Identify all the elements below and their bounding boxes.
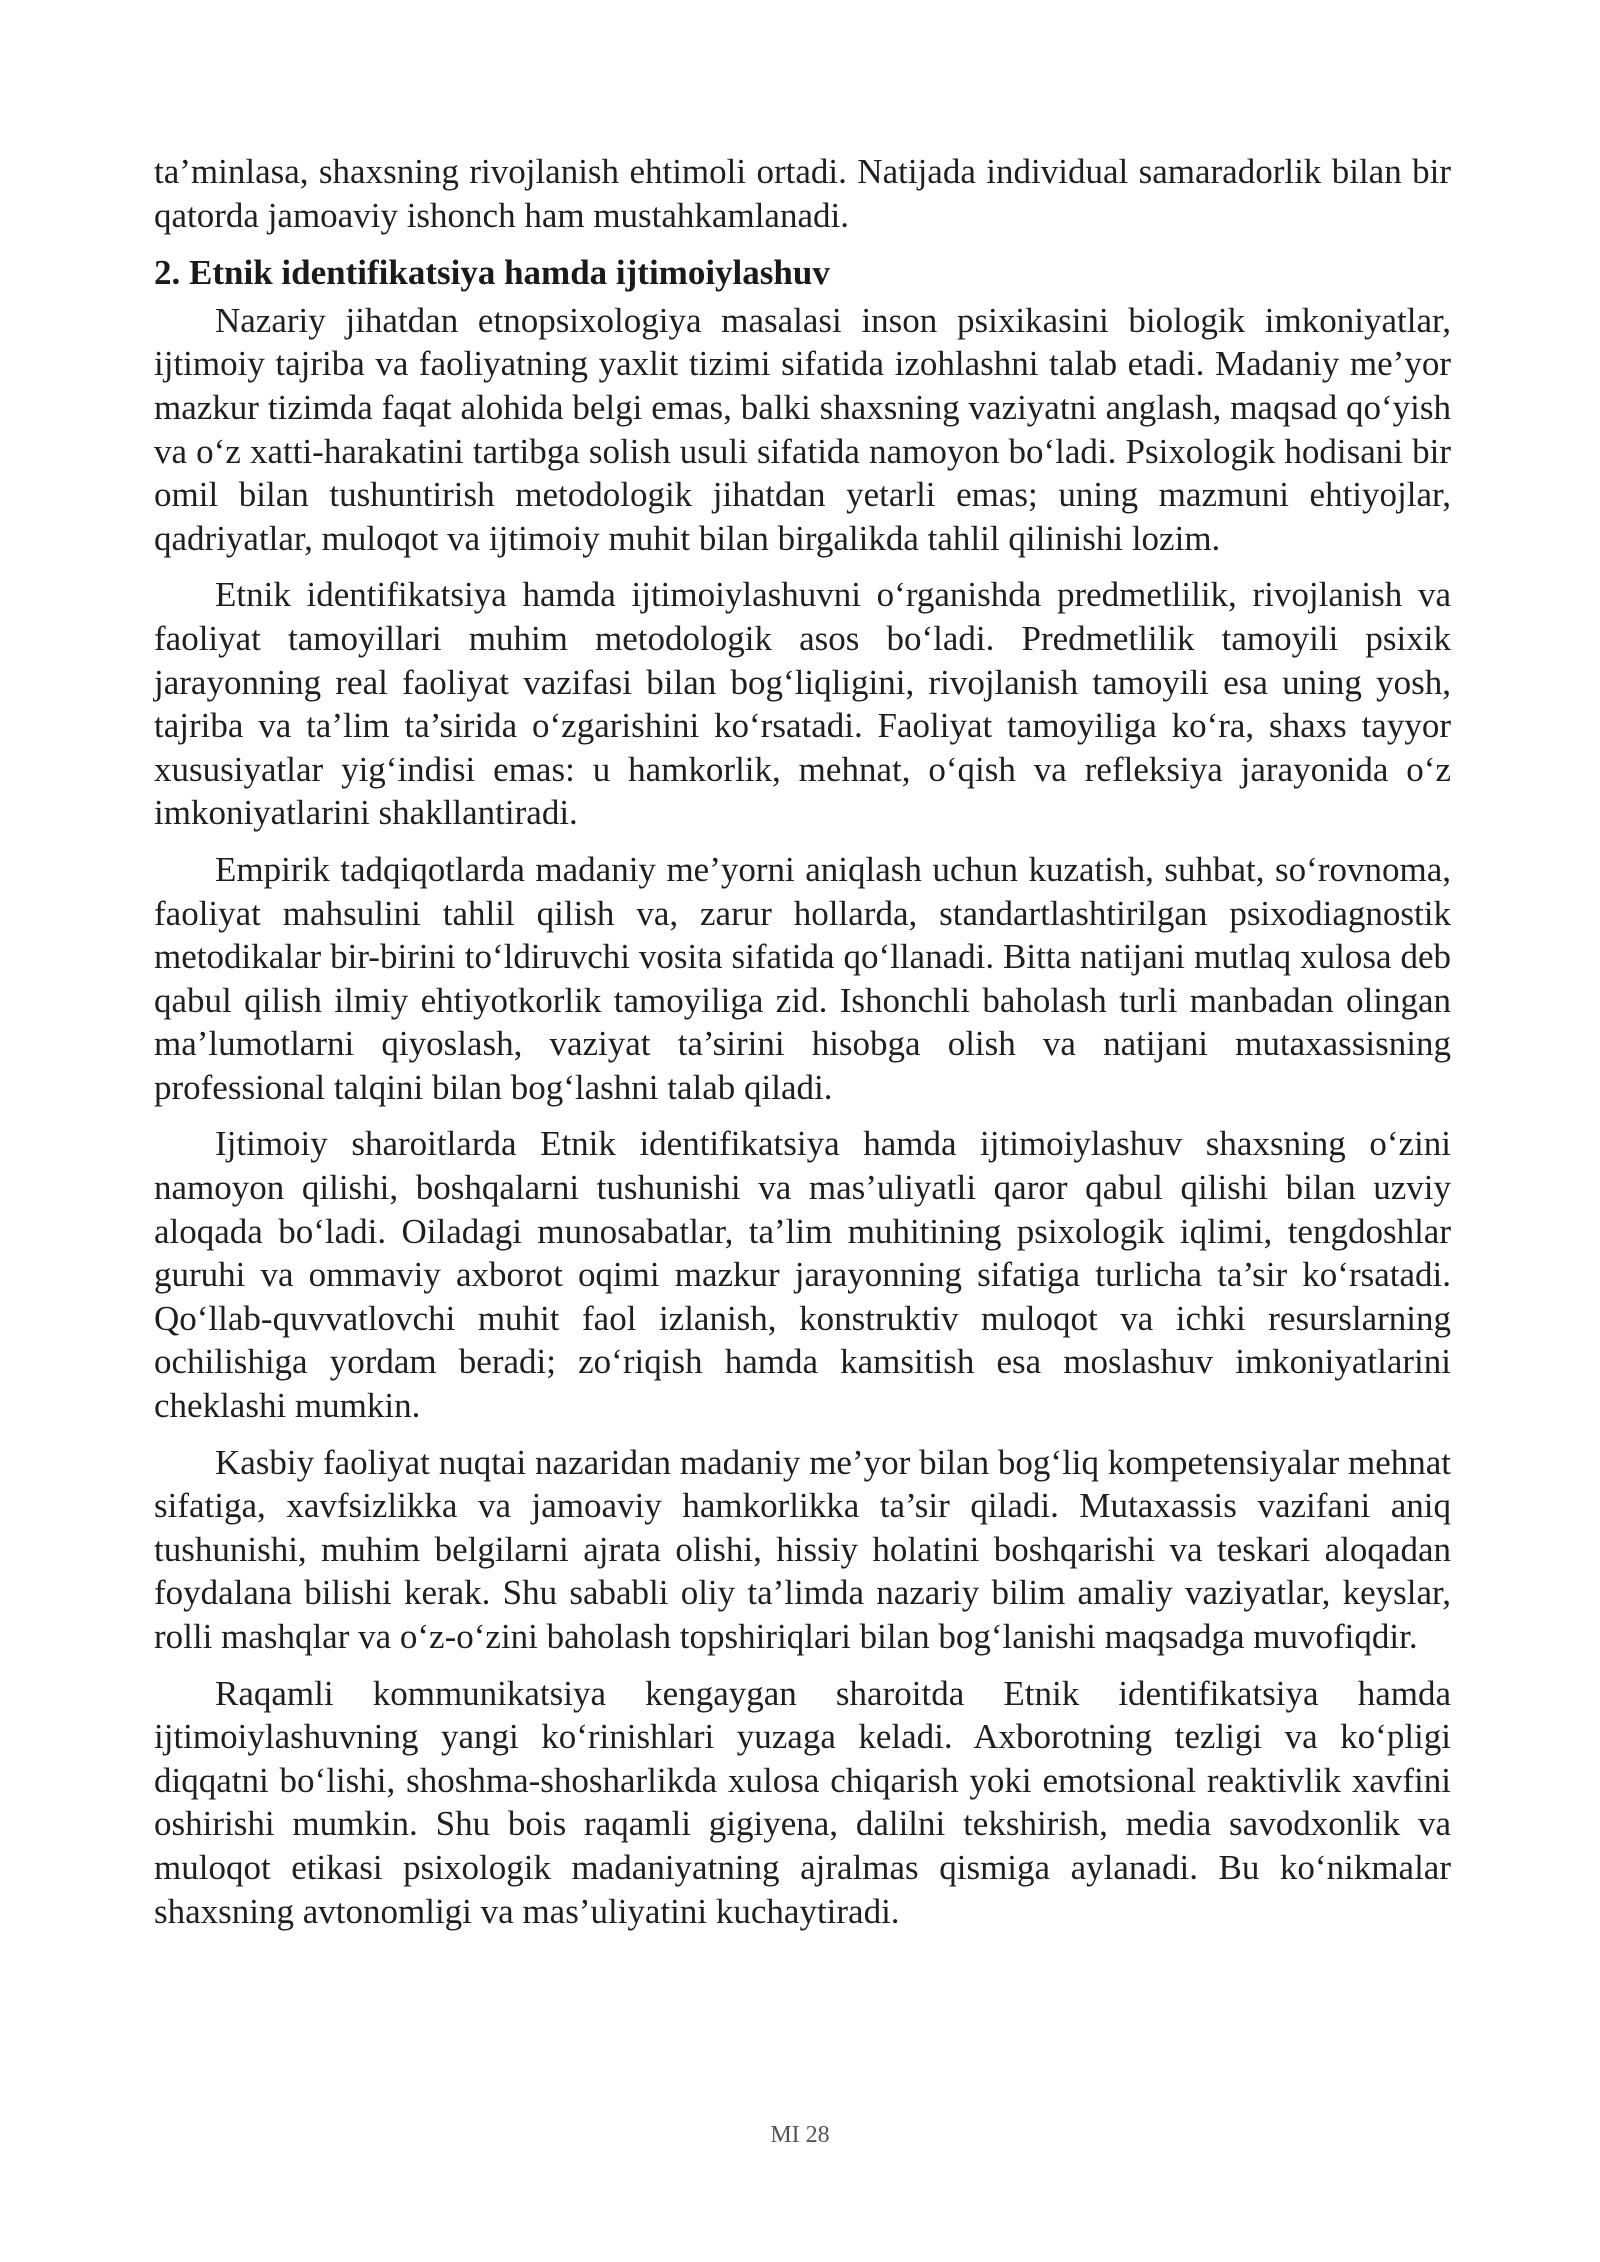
section-heading: 2. Etnik identifikatsiya hamda ijtimoiylashuv [154,253,830,293]
paragraph-5: Kasbiy faoliyat nuqtai nazaridan madaniy me’yor bilan bog‘liq kompetensiyalar mehnat sifatiga, xavfsizlikka va jamoaviy hamkorlikka ta’sir qiladi. Mutaxassis vazifani aniq tushunishi, muhim belgilarni ajrata olishi, hissiy holatini boshqarishi va teskari aloqadan foydalana bilishi kerak. Shu sababli oliy ta’limda nazariy bilim amaliy vaziyatlar, keyslar, rolli mashqlar va o‘z-o‘zini baholash topshiriqlari bilan bog‘lanishi maqsadga muvofiqdir. [154,1442,1451,1656]
opening-paragraph: ta’minlasa, shaxsning rivojlanish ehtimoli ortadi. Natijada individual samaradorlik bilan bir qatorda jamoaviy ishonch ham mustahkamlanadi. [154,152,1451,235]
paragraph-6: Raqamli kommunikatsiya kengaygan sharoitda Etnik identifikatsiya hamda ijtimoiylashuvning yangi ko‘rinishlari yuzaga keladi. Axborotning tezligi va ko‘pligi diqqatni bo‘lishi, shoshma-shosharlikda xulosa chiqarish yoki emotsional reaktivlik xavfini oshirishi mumkin. Shu bois raqamli gigiyena, dalilni tekshirish, media savodxonlik va muloqot etikasi psixologik madaniyatning ajralmas qismiga aylanadi. Bu ko‘nikmalar shaxsning avtonomligi va mas’uliyatini kuchaytiradi. [154,1673,1451,1931]
page-number: MI 28 [770,2122,830,2148]
paragraph-2: Etnik identifikatsiya hamda ijtimoiylashuvni o‘rganishda predmetlilik, rivojlanish va faoliyat tamoyillari muhim metodologik asos bo‘ladi. Predmetlilik tamoyili psixik jarayonning real faoliyat vazifasi bilan bog‘liqligini, rivojlanish tamoyili esa uning yosh, tajriba va ta’lim ta’sirida o‘zgarishini ko‘rsatadi. Faoliyat tamoyiliga ko‘ra, shaxs tayyor xususiyatlar yig‘indisi emas: u hamkorlik, mehnat, o‘qish va refleksiya jarayonida o‘z imkoniyatlarini shakllantiradi. [154,575,1451,833]
paragraph-3: Empirik tadqiqotlarda madaniy me’yorni aniqlash uchun kuzatish, suhbat, so‘rovnoma, faoliyat mahsulini tahlil qilish va, zarur hollarda, standartlashtirilgan psixodiagnostik metodikalar bir-birini to‘ldiruvchi vosita sifatida qo‘llanadi. Bitta natijani mutlaq xulosa deb qabul qilish ilmiy ehtiyotkorlik tamoyiliga zid. Ishonchli baholash turli manbadan olingan ma’lumotlarni qiyoslash, vaziyat ta’sirini hisobga olish va natijani mutaxassisning professional talqini bilan bog‘lashni talab qiladi. [154,849,1451,1107]
paragraph-4: Ijtimoiy sharoitlarda Etnik identifikatsiya hamda ijtimoiylashuv shaxsning o‘zini namoyon qilishi, boshqalarni tushunishi va mas’uliyatli qaror qabul qilishi bilan uzviy aloqada bo‘ladi. Oiladagi munosabatlar, ta’lim muhitining psixologik iqlimi, tengdoshlar guruhi va ommaviy axborot oqimi mazkur jarayonning sifatiga turlicha ta’sir ko‘rsatadi. Qo‘llab-quvvatlovchi muhit faol izlanish, konstruktiv muloqot va ichki resurslarning ochilishiga yordam beradi; zo‘riqish hamda kamsitish esa moslashuv imkoniyatlarini cheklashi mumkin. [154,1124,1451,1426]
paragraph-1: Nazariy jihatdan etnopsixologiya masalasi inson psixikasini biologik imkoniyatlar, ijtimoiy tajriba va faoliyatning yaxlit tizimi sifatida izohlashni talab etadi. Madaniy me’yor mazkur tizimda faqat alohida belgi emas, balki shaxsning vaziyatni anglash, maqsad qo‘yish va o‘z xatti-harakatini tartibga solish usuli sifatida namoyon bo‘ladi. Psixologik hodisani bir omil bilan tushuntirish metodologik jihatdan yetarli emas; uning mazmuni ehtiyojlar, qadriyatlar, muloqot va ijtimoiy muhit bilan birgalikda tahlil qilinishi lozim. [154,300,1451,558]
page-body [154,150,1451,1933]
